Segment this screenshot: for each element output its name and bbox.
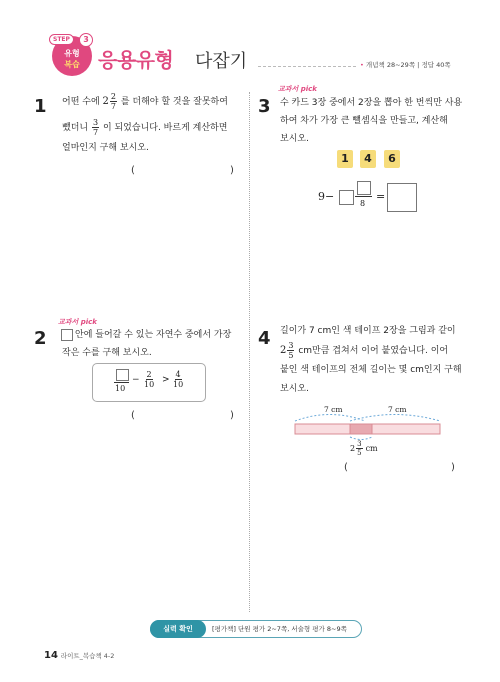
p1-mixed-whole: 2 <box>102 96 109 107</box>
ref-answer: 정답 40쪽 <box>421 61 451 69</box>
p3-line2: 하여 차가 가장 큰 뺄셈식을 만들고, 계산해 <box>280 116 448 126</box>
p4-paren-close: ) <box>451 462 455 473</box>
problem-3-text <box>280 94 470 148</box>
column-divider <box>249 92 250 612</box>
p1-fraction: $\frac{3}{7}$ <box>92 118 99 137</box>
tape-overlap <box>350 424 372 434</box>
badge-line2: 복습 <box>64 60 80 69</box>
p1-line3: 얼마인지 구해 보시오. <box>62 143 149 153</box>
p2-paren-close: ) <box>230 410 234 421</box>
tape-label-right: 7 cm <box>388 405 407 414</box>
p4-mixed-whole: 2 <box>280 345 287 356</box>
step-number: 3 <box>79 33 93 47</box>
p4-paren-open: ( <box>344 462 348 473</box>
p2-greater: > <box>162 375 170 385</box>
ref-sep: | <box>417 61 420 69</box>
p1-mixed-fraction: $\frac{2}{7}$ <box>110 92 116 111</box>
problem-3-number: 3 <box>258 96 271 117</box>
p3-line3: 보시오. <box>280 134 309 144</box>
overlap-label: 2 $\frac{3}{5}$ cm <box>350 440 378 457</box>
p4-line1: 길이가 7 cm인 색 테이프 2장을 그림과 같이 <box>280 326 456 336</box>
p3-line1: 수 카드 3장 중에서 2장을 뽑아 한 번씩만 사용 <box>280 98 463 108</box>
number-card: 4 <box>360 150 376 168</box>
p4-line3: 붙인 색 테이프의 전체 길이는 몇 cm인지 구해 <box>280 365 462 375</box>
problem-1-text <box>62 92 244 158</box>
p1-paren-open: ( <box>131 165 135 176</box>
p3-expr-whole: 9− <box>318 190 335 203</box>
p2-pick-label: 교과서 pick <box>58 318 97 326</box>
ref-book: 개념책 28~29쪽 <box>365 61 416 69</box>
p2-blank-numerator[interactable] <box>116 369 129 381</box>
header-dashed-line <box>258 66 356 67</box>
p3-answer-box[interactable] <box>387 183 417 212</box>
p3-blank-whole[interactable] <box>339 190 354 205</box>
badge-line1: 유형 <box>64 49 80 58</box>
page-subtitle: 다잡기 <box>195 51 248 72</box>
problem-4-text <box>280 322 470 399</box>
page-number: 14 <box>44 650 58 661</box>
problem-1-number: 1 <box>34 96 47 117</box>
book-name: 라이트_복습책 4-2 <box>60 652 115 660</box>
p1-line1-post: 를 더해야 할 것을 잘못하여 <box>120 97 228 107</box>
step-label: STEP <box>49 34 74 45</box>
p2-den1: 10 <box>115 384 126 393</box>
p1-paren-close: ) <box>230 165 234 176</box>
p4-line4: 보시오. <box>280 384 309 394</box>
footer-pill: 실력 확인 <box>150 620 206 638</box>
header-reference: • 개념책 28~29쪽 | 정답 40쪽 <box>360 61 451 69</box>
p3-pick-label: 교과서 pick <box>278 85 317 93</box>
page-number-area <box>44 650 114 661</box>
problem-2-number: 2 <box>34 328 47 349</box>
footer-text: [평가책] 단원 평가 2~7쪽, 서술형 평가 8~9쪽 <box>212 625 347 633</box>
number-card: 6 <box>384 150 400 168</box>
p2-fraction-bar <box>114 382 129 383</box>
problem-4-number: 4 <box>258 328 271 349</box>
page-title: 응용유형 <box>98 48 174 72</box>
p1-line2-pre: 뺐더니 <box>62 123 89 133</box>
problem-2-text <box>62 326 244 362</box>
p1-line1-pre: 어떤 수에 <box>62 97 100 107</box>
p3-denominator: 8 <box>360 199 366 208</box>
p2-paren-open: ( <box>131 410 135 421</box>
p4-line2-post: cm만큼 겹쳐서 이어 붙였습니다. 이어 <box>298 346 449 356</box>
tape-label-left: 7 cm <box>324 405 343 414</box>
p3-blank-numerator[interactable] <box>357 181 371 195</box>
p2-fraction-2: $\frac{2}{10}$ <box>144 370 155 389</box>
p2-line1: 안에 들어갈 수 있는 자연수 중에서 가장 <box>75 330 232 340</box>
p3-equals: = <box>376 190 386 203</box>
p4-mixed-fraction: $\frac{3}{5}$ <box>288 341 294 360</box>
p3-fraction-bar <box>355 196 372 197</box>
number-card: 1 <box>337 150 353 168</box>
p2-minus: − <box>132 375 140 385</box>
p2-line2: 작은 수를 구해 보시오. <box>62 348 152 358</box>
p2-fraction-3: $\frac{4}{10}$ <box>173 370 184 389</box>
p1-line2-post: 이 되었습니다. 바르게 계산하면 <box>102 123 228 133</box>
